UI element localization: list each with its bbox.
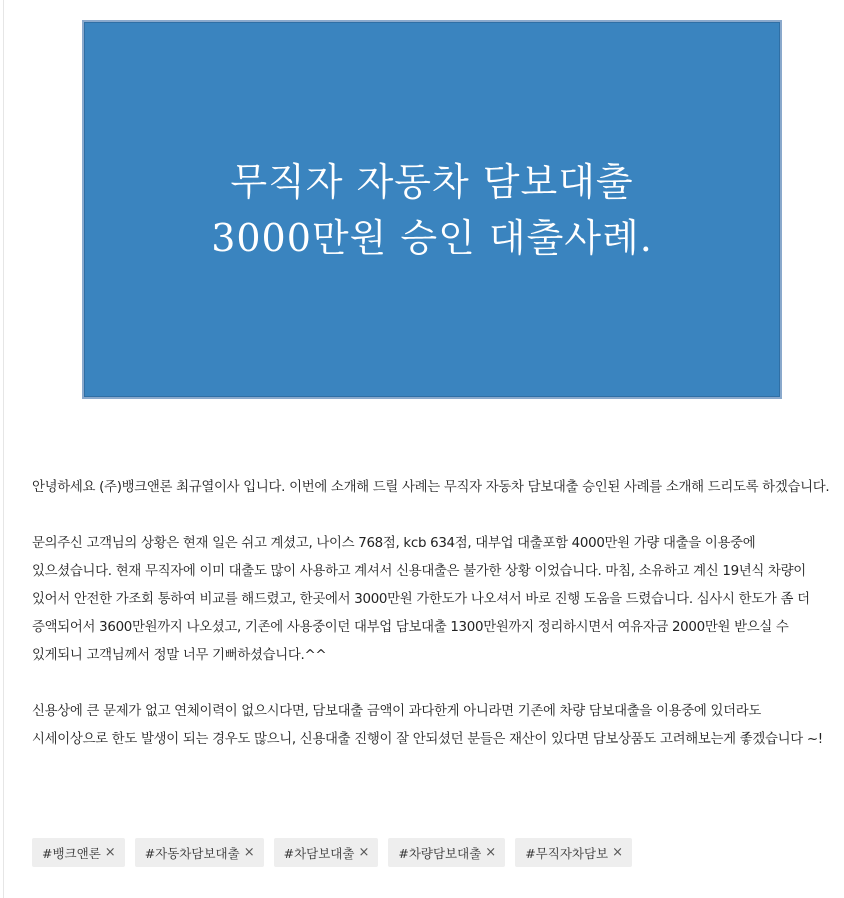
tag-chip[interactable] [274, 838, 379, 867]
hero-title-line-1: 무직자 자동차 담보대출 [230, 159, 634, 204]
remove-tag-icon[interactable]: × [358, 845, 370, 860]
paragraph-advice: 신용상에 큰 문제가 없고 연체이력이 없으시다면, 담보대출 금액이 과다한게 아니라면 기존에 차량 담보대출을 이용중에 있더라도 시세이상으로 한도 발생이 되는 경우도 많으니, 신용대출 진행이 잘 안되셨던 분들은 재산이 있다면 담보상품도 고려해보는게 좋겠습니다 ~! [32, 704, 823, 747]
left-divider [3, 0, 4, 898]
remove-tag-icon[interactable]: × [485, 845, 497, 860]
tag-label: #무직자차담보 [525, 845, 609, 861]
tag-list [32, 838, 632, 867]
remove-tag-icon[interactable]: × [243, 845, 255, 860]
tag-chip[interactable] [32, 838, 125, 867]
tag-chip[interactable] [135, 838, 264, 867]
hero-banner-image [82, 20, 782, 399]
tag-label: #차담보대출 [283, 845, 355, 861]
tag-label: #뱅크앤론 [42, 845, 101, 861]
article-body [32, 474, 832, 754]
paragraph-spacer [32, 670, 832, 698]
paragraph-case-detail: 문의주신 고객님의 상황은 현재 일은 쉬고 계셨고, 나이스 768점, kcb 634점, 대부업 대출포함 4000만원 가량 대출을 이용중에 있으셨습니다. 현재 무직자에 이미 대출도 많이 사용하고 계셔서 신용대출은 불가한 상황 이었습니다. 마침, 소유하고 계신 19년식 차량이 있어서 안전한 가조회 통하여 비교를 해드렸고, 한곳에서 3000만원 가한도가 나오셔서 바로 진행 도움을 드렸습니다. 심사시 한도가 좀 더 증액되어서 3600만원까지 나오셨고, 기존에 사용중이던 대부업 담보대출 1300만원까지 정리하시면서 여유자금 2000만원 받으실 수 있게되니 고객님께서 정말 너무 기뻐하셨습니다.^^ [32, 536, 810, 663]
remove-tag-icon[interactable]: × [612, 845, 624, 860]
tag-chip[interactable] [515, 838, 632, 867]
tag-chip[interactable] [388, 838, 505, 867]
hero-title-line-2: 3000만원 승인 대출사례. [211, 215, 653, 260]
paragraph-intro: 안녕하세요 (주)뱅크앤론 최규열이사 입니다. 이번에 소개해 드릴 사례는 무직자 자동차 담보대출 승인된 사례를 소개해 드리도록 하겠습니다. [32, 480, 830, 495]
remove-tag-icon[interactable]: × [104, 845, 116, 860]
tag-label: #자동차담보대출 [144, 845, 240, 861]
tag-label: #차량담보대출 [398, 845, 482, 861]
paragraph-spacer [32, 502, 832, 530]
